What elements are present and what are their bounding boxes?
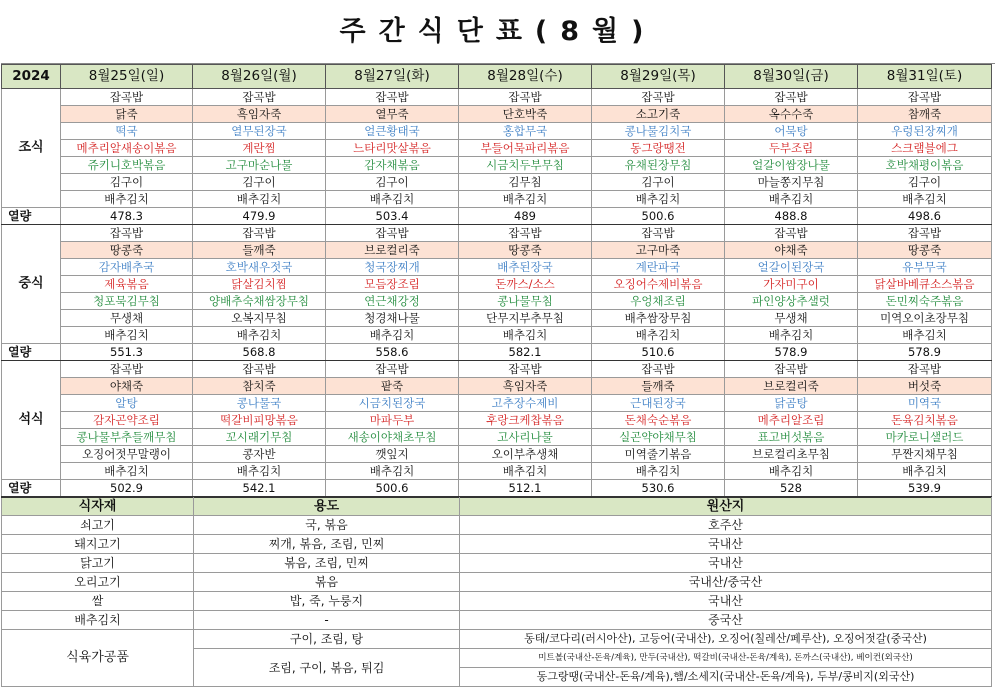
menu-item: 배추김치 [858, 463, 992, 480]
calorie-value: 539.9 [858, 480, 992, 497]
menu-item: 고구마죽 [592, 242, 725, 259]
ingredient-cell: 배추김치 [2, 611, 194, 630]
menu-item: 잡곡밥 [459, 225, 592, 242]
calorie-value: 530.6 [592, 480, 725, 497]
menu-item: 참치죽 [193, 378, 326, 395]
menu-item: 흑임자죽 [459, 378, 592, 395]
menu-item: 돈채숙순볶음 [592, 412, 725, 429]
menu-item: 고추장수제비 [459, 395, 592, 412]
menu-item: 근대된장국 [592, 395, 725, 412]
meal-row [2, 293, 992, 310]
menu-item: 닭살김치찜 [193, 276, 326, 293]
meal-label: 중식 [2, 225, 61, 344]
menu-item: 미역오이초장무침 [858, 310, 992, 327]
origin-row [2, 573, 992, 592]
meal-row [2, 242, 992, 259]
calorie-row [2, 208, 992, 225]
day-header: 8월28일(수) [459, 65, 592, 89]
menu-item: 양배추숙채쌈장무침 [193, 293, 326, 310]
menu-item: 잡곡밥 [592, 225, 725, 242]
menu-item: 소고기죽 [592, 106, 725, 123]
menu-item: 배추김치 [725, 191, 858, 208]
page-title: 주간식단표(8월) [1, 1, 995, 64]
menu-item: 호박새우젓국 [193, 259, 326, 276]
menu-item: 김구이 [193, 174, 326, 191]
origin-cell: 국내산 [460, 535, 992, 554]
menu-item: 계란파국 [592, 259, 725, 276]
calorie-value: 582.1 [459, 344, 592, 361]
menu-item: 잡곡밥 [61, 361, 193, 378]
menu-item: 땅콩죽 [459, 242, 592, 259]
meal-row [2, 378, 992, 395]
menu-item: 배추김치 [61, 327, 193, 344]
menu-item: 떡국 [61, 123, 193, 140]
menu-item: 홍합무국 [459, 123, 592, 140]
calorie-value: 503.4 [326, 208, 459, 225]
menu-item: 제육볶음 [61, 276, 193, 293]
meal-row [2, 276, 992, 293]
menu-item: 청국장찌개 [326, 259, 459, 276]
menu-item: 단호박죽 [459, 106, 592, 123]
menu-item: 콩나물국 [193, 395, 326, 412]
calorie-value: 542.1 [193, 480, 326, 497]
menu-item: 새송이야채초무침 [326, 429, 459, 446]
origin-row [2, 516, 992, 535]
menu-item: 배추김치 [193, 463, 326, 480]
menu-item: 감자채볶음 [326, 157, 459, 174]
menu-item: 동그랑땡전 [592, 140, 725, 157]
origin-header: 원산지 [460, 498, 992, 516]
menu-item: 돈육김치볶음 [858, 412, 992, 429]
calorie-value: 498.6 [858, 208, 992, 225]
menu-item: 팥죽 [326, 378, 459, 395]
processed-origin-cell: 동태/코다리(러시아산), 고등어(국내산), 오징어(칠레산/페루산), 오징어젓갈(중국산) [460, 630, 992, 649]
ingredient-cell: 쌀 [2, 592, 194, 611]
calorie-label: 열량 [2, 480, 61, 497]
meal-row [2, 310, 992, 327]
menu-item: 우엉채조림 [592, 293, 725, 310]
menu-item: 잡곡밥 [193, 225, 326, 242]
menu-item: 오이부추생채 [459, 446, 592, 463]
usage-cell: 밥, 죽, 누룽지 [194, 592, 460, 611]
menu-item: 콩나물무침 [459, 293, 592, 310]
menu-item: 단무지부추무침 [459, 310, 592, 327]
meal-row [2, 327, 992, 344]
day-header: 8월26일(월) [193, 65, 326, 89]
origin-row [2, 535, 992, 554]
menu-item: 김구이 [326, 174, 459, 191]
menu-item: 얼갈이된장국 [725, 259, 858, 276]
calorie-value: 558.6 [326, 344, 459, 361]
processed-usage-cell: 구이, 조림, 탕 [194, 630, 460, 649]
menu-item: 브로컬리죽 [725, 378, 858, 395]
menu-item: 잡곡밥 [725, 89, 858, 106]
meal-row [2, 259, 992, 276]
menu-item: 잡곡밥 [592, 361, 725, 378]
menu-item: 청포묵김무침 [61, 293, 193, 310]
menu-item: 깻잎지 [326, 446, 459, 463]
ingredient-cell: 닭고기 [2, 554, 194, 573]
menu-item: 고구마순나물 [193, 157, 326, 174]
menu-item: 브로컬리죽 [326, 242, 459, 259]
meal-row [2, 174, 992, 191]
menu-item: 들깨죽 [592, 378, 725, 395]
calorie-value: 488.8 [725, 208, 858, 225]
menu-item: 잡곡밥 [858, 89, 992, 106]
menu-item: 배추김치 [858, 327, 992, 344]
menu-item: 배추김치 [61, 191, 193, 208]
meal-row [2, 446, 992, 463]
menu-item: 실곤약야채무침 [592, 429, 725, 446]
usage-cell: 국, 볶음 [194, 516, 460, 535]
menu-item: 잡곡밥 [326, 89, 459, 106]
menu-item: 오징어수제비볶음 [592, 276, 725, 293]
menu-item: 미역국 [858, 395, 992, 412]
menu-item: 잡곡밥 [326, 361, 459, 378]
menu-item: 배추김치 [459, 463, 592, 480]
usage-cell: 볶음 [194, 573, 460, 592]
menu-item: 옥수수죽 [725, 106, 858, 123]
menu-item: 닭죽 [61, 106, 193, 123]
ingredient-header: 식자재 [2, 498, 194, 516]
origin-table-body [2, 498, 992, 687]
menu-item: 배추김치 [459, 327, 592, 344]
menu-item: 브로컬리초무침 [725, 446, 858, 463]
menu-item: 어묵탕 [725, 123, 858, 140]
year-cell: 2024 [2, 65, 61, 89]
menu-item: 모듬장조림 [326, 276, 459, 293]
menu-item: 흑임자죽 [193, 106, 326, 123]
menu-item: 얼큰황태국 [326, 123, 459, 140]
menu-item: 감자곤약조림 [61, 412, 193, 429]
menu-item: 잡곡밥 [858, 361, 992, 378]
menu-item: 배추된장국 [459, 259, 592, 276]
menu-item: 연근채강정 [326, 293, 459, 310]
meal-row [2, 395, 992, 412]
day-header: 8월31일(토) [858, 65, 992, 89]
origin-header-row [2, 498, 992, 516]
menu-item: 유부무국 [858, 259, 992, 276]
menu-item: 잡곡밥 [725, 361, 858, 378]
calorie-row [2, 480, 992, 497]
origin-cell: 호주산 [460, 516, 992, 535]
menu-item: 배추김치 [326, 191, 459, 208]
menu-item: 꼬시래기무침 [193, 429, 326, 446]
menu-item: 김구이 [858, 174, 992, 191]
menu-item: 김구이 [61, 174, 193, 191]
processed-origin-cell: 동그랑땡(국내산-돈육/계육),햄/소세지(국내산-돈육/계육), 두부/콩비지(외국산) [460, 668, 992, 687]
day-header: 8월25일(일) [61, 65, 193, 89]
origin-cell: 국내산 [460, 554, 992, 573]
calorie-value: 578.9 [725, 344, 858, 361]
meal-row [2, 140, 992, 157]
meal-row [2, 191, 992, 208]
menu-item: 두부조림 [725, 140, 858, 157]
menu-item: 배추김치 [725, 327, 858, 344]
calorie-value: 500.6 [592, 208, 725, 225]
menu-item: 배추김치 [193, 327, 326, 344]
origin-row [2, 611, 992, 630]
menu-item: 잡곡밥 [61, 89, 193, 106]
menu-item: 무생채 [725, 310, 858, 327]
calorie-value: 500.6 [326, 480, 459, 497]
menu-item: 닭곰탕 [725, 395, 858, 412]
meal-row [2, 123, 992, 140]
menu-item: 후랑크케찹볶음 [459, 412, 592, 429]
processed-row [2, 630, 992, 649]
menu-item: 파인양상추샐럿 [725, 293, 858, 310]
calorie-value: 479.9 [193, 208, 326, 225]
day-header: 8월29일(목) [592, 65, 725, 89]
menu-item: 잡곡밥 [61, 225, 193, 242]
usage-cell: - [194, 611, 460, 630]
menu-item: 메추리알조림 [725, 412, 858, 429]
menu-item: 알탕 [61, 395, 193, 412]
calorie-value: 502.9 [61, 480, 193, 497]
menu-item: 고사리나물 [459, 429, 592, 446]
meal-label: 조식 [2, 89, 61, 208]
calorie-value: 528 [725, 480, 858, 497]
menu-item: 배추김치 [592, 191, 725, 208]
menu-item: 잡곡밥 [725, 225, 858, 242]
usage-cell: 찌개, 볶음, 조림, 민찌 [194, 535, 460, 554]
menu-item: 야채죽 [725, 242, 858, 259]
origin-cell: 국내산/중국산 [460, 573, 992, 592]
menu-item: 배추김치 [61, 463, 193, 480]
calorie-value: 478.3 [61, 208, 193, 225]
menu-item: 배추김치 [858, 191, 992, 208]
processed-ingredient-cell: 식육가공품 [2, 630, 194, 687]
menu-item: 닭살바베큐소스볶음 [858, 276, 992, 293]
meal-row [2, 429, 992, 446]
origin-row [2, 592, 992, 611]
calorie-label: 열량 [2, 208, 61, 225]
menu-item: 열무된장국 [193, 123, 326, 140]
menu-item: 감자배추국 [61, 259, 193, 276]
menu-item: 마카로니샐러드 [858, 429, 992, 446]
menu-item: 잡곡밥 [193, 89, 326, 106]
processed-usage-cell: 조림, 구이, 볶음, 튀김 [194, 649, 460, 687]
menu-item: 배추김치 [725, 463, 858, 480]
usage-header: 용도 [194, 498, 460, 516]
menu-item: 계란찜 [193, 140, 326, 157]
calorie-value: 551.3 [61, 344, 193, 361]
menu-item: 오징어젓무말랭이 [61, 446, 193, 463]
menu-item: 콩나물김치국 [592, 123, 725, 140]
menu-item: 콩나물부추들깨무침 [61, 429, 193, 446]
meal-row [2, 157, 992, 174]
menu-item: 배추김치 [592, 463, 725, 480]
menu-item: 배추김치 [326, 463, 459, 480]
calorie-value: 512.1 [459, 480, 592, 497]
menu-item: 땅콩죽 [61, 242, 193, 259]
menu-item: 시금치된장국 [326, 395, 459, 412]
menu-item: 잡곡밥 [459, 361, 592, 378]
menu-item: 김구이 [592, 174, 725, 191]
meal-label: 석식 [2, 361, 61, 480]
menu-item: 열무죽 [326, 106, 459, 123]
calorie-value: 568.8 [193, 344, 326, 361]
menu-item: 느타리맛살볶음 [326, 140, 459, 157]
meal-row [2, 361, 992, 378]
menu-item: 김무침 [459, 174, 592, 191]
menu-item: 미역줄기볶음 [592, 446, 725, 463]
menu-item: 유채된장무침 [592, 157, 725, 174]
menu-item: 잡곡밥 [193, 361, 326, 378]
menu-item: 잡곡밥 [858, 225, 992, 242]
menu-item: 돈까스/소스 [459, 276, 592, 293]
calorie-row [2, 344, 992, 361]
menu-item: 얼갈이쌈장나물 [725, 157, 858, 174]
calorie-value: 489 [459, 208, 592, 225]
meal-row [2, 412, 992, 429]
menu-item: 메추리알새송이볶음 [61, 140, 193, 157]
menu-item: 잡곡밥 [326, 225, 459, 242]
menu-item: 쥬키니호박볶음 [61, 157, 193, 174]
menu-item: 청경채나물 [326, 310, 459, 327]
menu-item: 배추김치 [459, 191, 592, 208]
menu-item: 무생채 [61, 310, 193, 327]
menu-item: 무짠지채무침 [858, 446, 992, 463]
menu-item: 배추김치 [326, 327, 459, 344]
menu-item: 참깨죽 [858, 106, 992, 123]
calorie-value: 510.6 [592, 344, 725, 361]
meal-row [2, 463, 992, 480]
menu-item: 우렁된장찌개 [858, 123, 992, 140]
ingredient-cell: 오리고기 [2, 573, 194, 592]
origin-cell: 국내산 [460, 592, 992, 611]
menu-item: 배추김치 [592, 327, 725, 344]
menu-item: 잡곡밥 [459, 89, 592, 106]
usage-cell: 볶음, 조림, 민찌 [194, 554, 460, 573]
menu-item: 잡곡밥 [592, 89, 725, 106]
origin-row [2, 554, 992, 573]
menu-item: 마파두부 [326, 412, 459, 429]
menu-item: 버섯죽 [858, 378, 992, 395]
menu-item: 시금치두부무침 [459, 157, 592, 174]
menu-item: 야채죽 [61, 378, 193, 395]
menu-item: 마늘쫑지무침 [725, 174, 858, 191]
header-row [2, 65, 992, 89]
menu-item: 가자미구이 [725, 276, 858, 293]
menu-item: 배추김치 [193, 191, 326, 208]
menu-item: 땅콩죽 [858, 242, 992, 259]
menu-item: 부들어묵파리볶음 [459, 140, 592, 157]
menu-item: 표고버섯볶음 [725, 429, 858, 446]
menu-table-body [2, 65, 992, 497]
day-header: 8월30일(금) [725, 65, 858, 89]
menu-item: 스크램블에그 [858, 140, 992, 157]
meal-row [2, 225, 992, 242]
meal-row [2, 89, 992, 106]
menu-item: 떡갈비피망볶음 [193, 412, 326, 429]
origin-table [1, 497, 992, 687]
ingredient-cell: 쇠고기 [2, 516, 194, 535]
menu-table [1, 64, 992, 497]
menu-item: 들깨죽 [193, 242, 326, 259]
meal-row [2, 106, 992, 123]
menu-item: 돈민찌숙주볶음 [858, 293, 992, 310]
menu-item: 콩자반 [193, 446, 326, 463]
ingredient-cell: 돼지고기 [2, 535, 194, 554]
menu-item: 호박채평이볶음 [858, 157, 992, 174]
origin-cell: 중국산 [460, 611, 992, 630]
calorie-label: 열량 [2, 344, 61, 361]
menu-item: 오복지무침 [193, 310, 326, 327]
day-header: 8월27일(화) [326, 65, 459, 89]
processed-origin-cell: 미트볼(국내산-돈육/계육), 만두(국내산), 떡갈비(국내산-돈육/계육), 돈까스(국내산), 베이컨(외국산) [460, 649, 992, 668]
calorie-value: 578.9 [858, 344, 992, 361]
menu-item: 배추쌈장무침 [592, 310, 725, 327]
